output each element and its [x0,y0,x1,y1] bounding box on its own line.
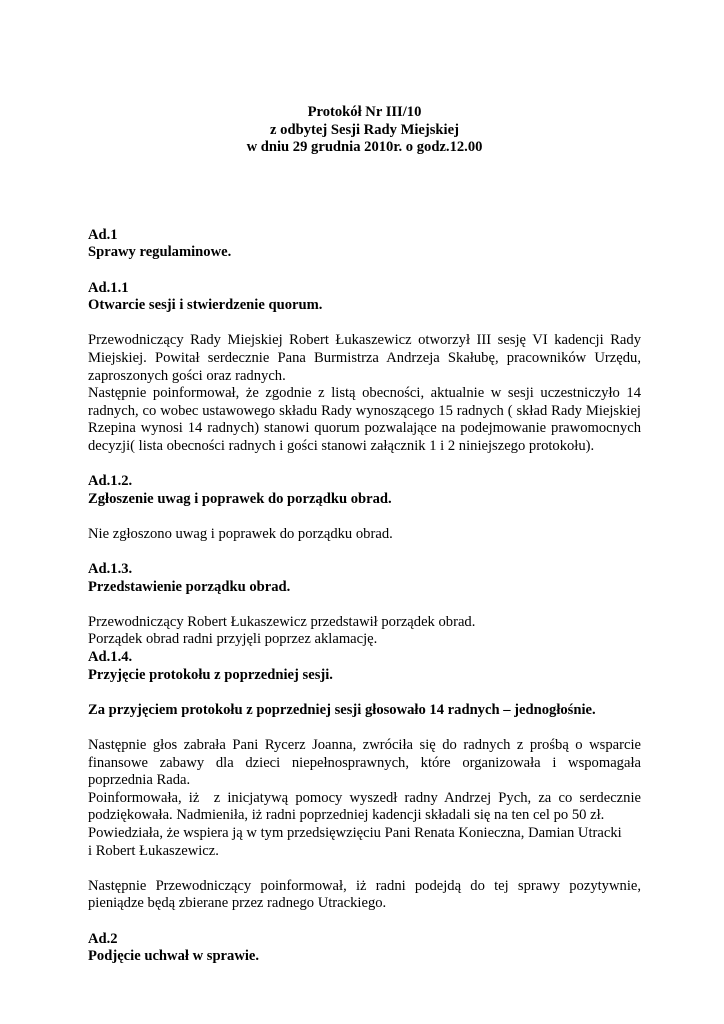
paragraph-chairman [88,878,641,913]
section-number: Ad.1.2. [88,473,133,490]
text-line: Następnie poinformował, że zgodnie z listą obecności, aktualnie w sesji uczestniczyło 14 [88,385,641,402]
text-line: Następnie Przewodniczący poinformował, iż radni podejdą do tej sprawy pozytywnie, [88,877,641,894]
text-line: pieniądze będą zbierane przez radnego Utrackiego. [88,895,387,912]
protocol-title [88,104,641,157]
section-heading: Otwarcie sesji i stwierdzenie quorum. [88,297,323,314]
paragraph-quorum [88,385,641,455]
text-line: i Robert Łukaszewicz. [88,842,219,859]
text-line: Miejskiej. Powitał serdecznie Pana Burmistrza Andrzeja Skałubę, pracowników Urzędu, [88,349,641,366]
section-ad1-4 [88,649,641,684]
text-line: podziękowała. Nadmieniła, iż radni poprzedniej kadencji składali się na ten cel po 50 zł. [88,807,605,824]
text-line: decyzji( lista obecności radnych i gości stanowi załącznik 1 i 2 niniejszego protokołu). [88,437,595,454]
paragraph-request [88,737,641,790]
title-line-2: z odbytej Sesji Rady Miejskiej [270,121,459,138]
section-ad1 [88,227,641,262]
section-number: Ad.1 [88,226,118,243]
title-line-1: Protokół Nr III/10 [307,104,422,120]
paragraph-initiative [88,790,641,860]
text-line: Następnie głos zabrała Pani Rycerz Joanna, zwróciła się do radnych z prośbą o wsparcie [88,737,641,753]
text-line: radnych, co wobec ustawowego składu Rady wynoszącego 15 radnych ( skład Rady Miejskiej [88,402,641,419]
text-line: Porządek obrad radni przyjęli poprzez aklamację. [88,631,378,648]
title-line-3: w dniu 29 grudnia 2010r. o godz.12.00 [246,139,483,156]
text-line: Rzepina wynosi 14 radnych) stanowi quorum pozwalające na podejmowanie prawomocnych [88,420,641,437]
section-heading: Zgłoszenie uwag i poprawek do porządku obrad. [88,490,392,507]
text-line: finansowe zabawy dla dzieci niepełnosprawnych, które organizowała i wspomagała [88,754,641,771]
section-heading: Sprawy regulaminowe. [88,244,232,261]
section-ad1-1 [88,280,641,315]
paragraph-no-remarks [88,526,641,544]
section-heading: Przyjęcie protokołu z poprzedniej sesji. [88,666,333,683]
document-page [88,104,641,966]
paragraph-opening [88,332,641,385]
section-heading: Podjęcie uchwał w sprawie. [88,948,260,965]
section-number: Ad.1.4. [88,649,133,666]
vote-result [88,702,641,720]
text-line: poprzednia Rada. [88,772,191,789]
section-number: Ad.2 [88,930,118,947]
section-ad1-3 [88,561,641,596]
text-line: Poinformowała, iż z inicjatywą pomocy wyszedł radny Andrzej Pych, za co serdecznie [88,789,641,806]
text-line: Nie zgłoszono uwag i poprawek do porządku obrad. [88,525,393,542]
text-line: Powiedziała, że wspiera ją w tym przedsięwzięciu Pani Renata Konieczna, Damian Utracki [88,824,622,841]
text-line: Przewodniczący Robert Łukaszewicz przedstawił porządek obrad. [88,613,476,630]
section-ad2 [88,931,641,966]
paragraph-agenda [88,614,641,649]
text-line: Przewodniczący Rady Miejskiej Robert Łukaszewicz otworzył III sesję VI kadencji Rady [88,332,641,349]
section-number: Ad.1.3. [88,561,133,578]
text-line: zaproszonych gości oraz radnych. [88,367,286,384]
section-number: Ad.1.1 [88,279,129,296]
text-line: Za przyjęciem protokołu z poprzedniej sesji głosowało 14 radnych – jednogłośnie. [88,701,596,718]
section-heading: Przedstawienie porządku obrad. [88,578,291,595]
section-ad1-2 [88,473,641,508]
